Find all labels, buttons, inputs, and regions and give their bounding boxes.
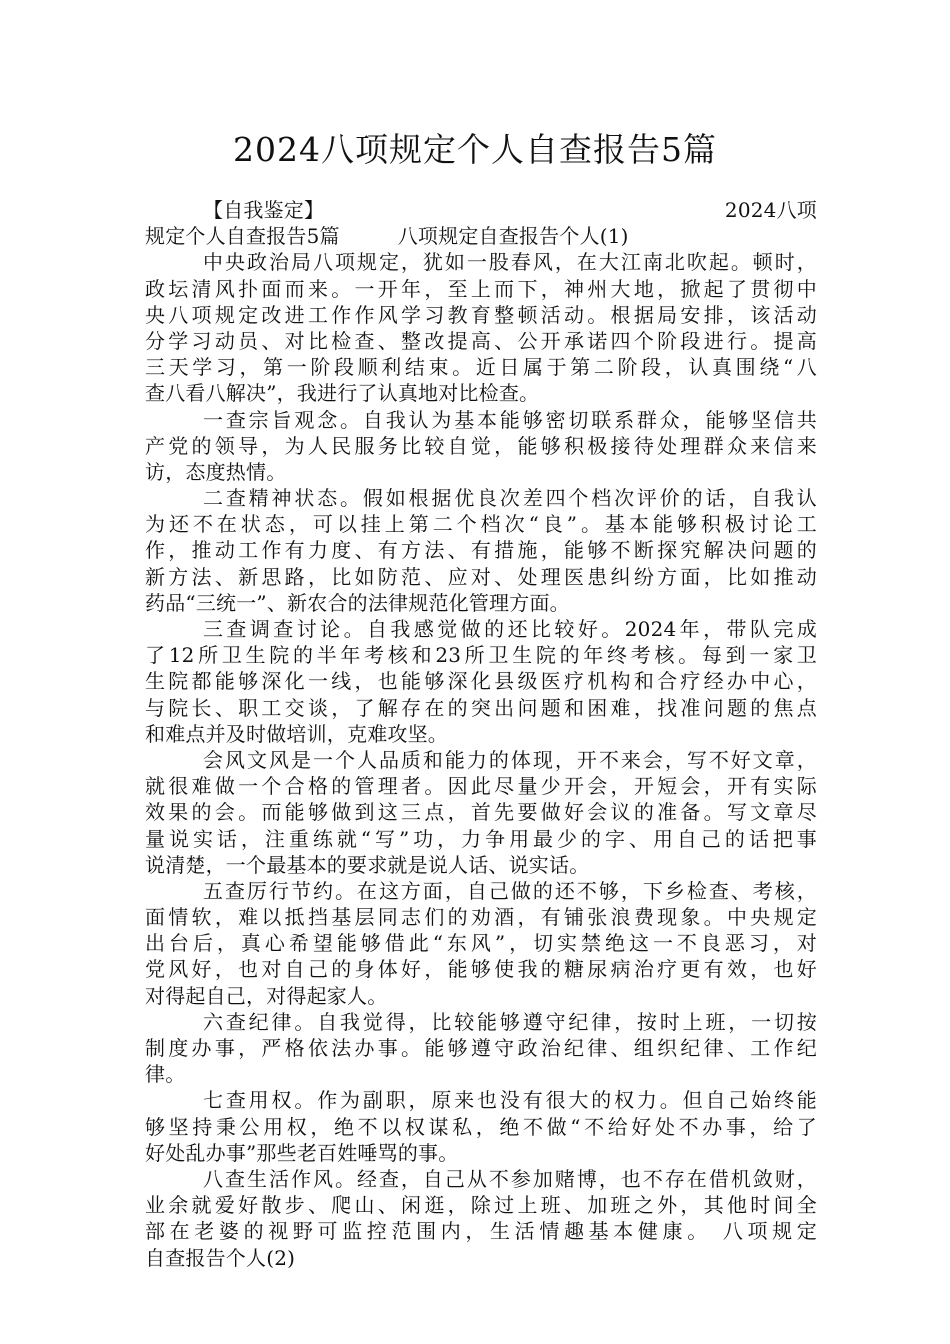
paragraph-line-text: 二查精神状态。假如根据优良次差四个档次评价的话，自我认 <box>203 486 817 511</box>
paragraph-line-text: 央八项规定改进工作作风学习教育整顿活动。根据局安排，该活动 <box>145 302 817 327</box>
paragraph-line <box>145 1035 817 1061</box>
paragraph-line <box>145 459 817 485</box>
paragraph <box>145 249 817 406</box>
paragraph-line-text: 访，态度热情。 <box>145 459 287 484</box>
paragraph-line <box>145 695 817 721</box>
paragraph-line <box>145 642 817 668</box>
paragraph-line <box>145 852 817 878</box>
section-heading-2-start: 八项规定 <box>722 1219 817 1244</box>
paragraph-line-text: 会风文风是一个人品质和能力的体现，开不来会，写不好文章， <box>203 747 817 772</box>
paragraph-line <box>145 1140 817 1166</box>
paragraph <box>145 1087 817 1166</box>
intro-line-1 <box>145 197 817 223</box>
paragraph <box>145 747 817 878</box>
paragraph-line-text: 了12所卫生院的半年考核和23所卫生院的年终考核。每到一家卫 <box>145 643 817 668</box>
paragraph-line <box>145 354 817 380</box>
paragraph-line-text: 作，推动工作有力度、有方法、有措施，能够不断探究解决问题的 <box>145 538 817 563</box>
paragraph-line-text: 说清楚，一个最基本的要求就是说人话、说实话。 <box>145 852 590 877</box>
paragraph-line <box>145 668 817 694</box>
paragraph-line-text: 够坚持秉公用权，绝不以权谋私，绝不做“不给好处不办事，给了 <box>145 1114 817 1139</box>
tail-line-2 <box>145 1245 817 1271</box>
paragraph-line <box>145 511 817 537</box>
paragraph-line-text: 业余就爱好散步、爬山、闲逛，除过上班、加班之外，其他时间全 <box>145 1193 817 1218</box>
paragraph <box>145 616 817 747</box>
paragraph-line <box>145 721 817 747</box>
paragraph-line-text: 政坛清风扑面而来。一开年，至上而下，神州大地，掀起了贯彻中 <box>145 276 817 301</box>
paragraph-line-text: 三查调查讨论。自我感觉做的还比较好。2024年，带队完成 <box>203 617 817 641</box>
paragraph-line <box>145 328 817 354</box>
paragraph-line-text: 八查生活作风。经查，自己从不参加赌博，也不存在借机敛财， <box>203 1166 817 1191</box>
paragraph-line-text: 产党的领导，为人民服务比较自觉，能够积极接待处理群众来信来 <box>145 433 817 458</box>
paragraph <box>145 485 817 616</box>
paragraph-line <box>145 407 817 433</box>
paragraph-line-text: 效果的会。而能够做到这三点，首先要做好会议的准备。写文章尽 <box>145 800 817 825</box>
paragraph <box>145 1166 817 1245</box>
paragraph-line <box>145 537 817 563</box>
paragraph-line <box>145 956 817 982</box>
paragraph-line-text: 量说实话，注重练就“写”功，力争用最少的字、用自己的话把事 <box>145 826 817 851</box>
paragraph-line-text: 对得起自己，对得起家人。 <box>145 983 388 1008</box>
paragraph-line-text: 与院长、职工交谈，了解存在的突出问题和困难，找准问题的焦点 <box>145 695 817 720</box>
paragraph-line-text: 面情软，难以抵挡基层同志们的劝酒，有铺张浪费现象。中央规定 <box>145 905 817 930</box>
paragraph-line-text: 制度办事，严格依法办事。能够遵守政治纪律、组织纪律、工作纪 <box>145 1036 817 1060</box>
paragraph-line <box>145 1114 817 1140</box>
document-body <box>145 197 817 1271</box>
paragraph-line <box>145 1218 817 1244</box>
paragraph-line-text: 好处乱办事”那些老百姓唾骂的事。 <box>145 1140 459 1165</box>
paragraph-line <box>145 433 817 459</box>
section-heading-2-end: 自查报告个人(2) <box>145 1245 296 1270</box>
paragraph-line <box>145 302 817 328</box>
intro-title-start: 2024八项 <box>724 198 817 222</box>
paragraph-line <box>145 380 817 406</box>
paragraph <box>145 878 817 1009</box>
paragraph-line-text: 五查厉行节约。在这方面，自己做的还不够，下乡检查、考核， <box>203 878 817 903</box>
paragraph-line <box>145 590 817 616</box>
paragraph-line-text: 律。 <box>145 1062 186 1087</box>
paragraph-line <box>145 904 817 930</box>
paragraph-line-text: 七查用权。作为副职，原来也没有很大的权力。但自己始终能 <box>203 1088 817 1113</box>
paragraph-line-text: 分学习动员、对比检查、整改提高、公开承诺四个阶段进行。提高 <box>145 328 817 353</box>
paragraph-line-text: 药品“三统一”、新农合的法律规范化管理方面。 <box>145 590 570 615</box>
paragraph-line-text: 一查宗旨观念。自我认为基本能够密切联系群众，能够坚信共 <box>203 407 817 432</box>
paragraph-line <box>145 878 817 904</box>
paragraph-line-text: 出台后，真心希望能够借此“东风”，切实禁绝这一不良恶习，对 <box>145 931 817 956</box>
intro-title-end: 规定个人自查报告5篇 <box>145 224 340 249</box>
intro-line-2 <box>145 223 817 249</box>
paragraph-line <box>145 983 817 1009</box>
paragraph-line <box>145 485 817 511</box>
paragraph-line-text: 六查纪律。自我觉得，比较能够遵守纪律，按时上班，一切按 <box>203 1009 817 1034</box>
paragraph-line-text: 中央政治局八项规定，犹如一股春风，在大江南北吹起。顿时， <box>203 250 817 275</box>
paragraph-line-text: 党风好，也对自己的身体好，能够使我的糖尿病治疗更有效，也好 <box>145 957 817 982</box>
paragraph-line-text: 和难点并及时做培训，克难攻坚。 <box>145 721 448 746</box>
paragraph-line <box>145 1166 817 1192</box>
paragraph-line <box>145 564 817 590</box>
paragraph-line <box>145 799 817 825</box>
paragraph-line <box>145 1009 817 1035</box>
paragraph-line <box>145 1087 817 1113</box>
self-assessment-tag: 【自我鉴定】 <box>203 198 325 222</box>
paragraph-line <box>145 1192 817 1218</box>
paragraph-line <box>145 773 817 799</box>
paragraph-line-text: 部在老婆的视野可监控范围内，生活情趣基本健康。 <box>145 1219 712 1244</box>
paragraph-line-text: 就很难做一个合格的管理者。因此尽量少开会，开短会，开有实际 <box>145 774 817 799</box>
paragraph-line <box>145 747 817 773</box>
paragraph <box>145 407 817 486</box>
paragraph-line <box>145 616 817 642</box>
paragraph-line-text: 三天学习，第一阶段顺利结束。近日属于第二阶段，认真围绕“八 <box>145 355 817 380</box>
paragraph-line-text: 查八看八解决”，我进行了认真地对比检查。 <box>145 381 540 406</box>
paragraph-line-text: 为还不在状态，可以挂上第二个档次“良”。基本能够积极讨论工 <box>145 512 817 537</box>
paragraph-line <box>145 930 817 956</box>
paragraph-line <box>145 826 817 852</box>
document-title: 2024八项规定个人自查报告5篇 <box>233 130 717 169</box>
paragraph-line <box>145 1061 817 1087</box>
paragraph-list <box>145 249 817 1244</box>
paragraph-line <box>145 249 817 275</box>
paragraph-line-text: 生院都能够深化一线，也能够深化县级医疗机构和合疗经办中心， <box>145 669 817 694</box>
paragraph-line-text: 新方法、新思路，比如防范、应对、处理医患纠纷方面，比如推动 <box>145 564 817 589</box>
paragraph <box>145 1009 817 1088</box>
section-heading-1: 八项规定自查报告个人(1) <box>397 224 629 249</box>
paragraph-line <box>145 276 817 302</box>
